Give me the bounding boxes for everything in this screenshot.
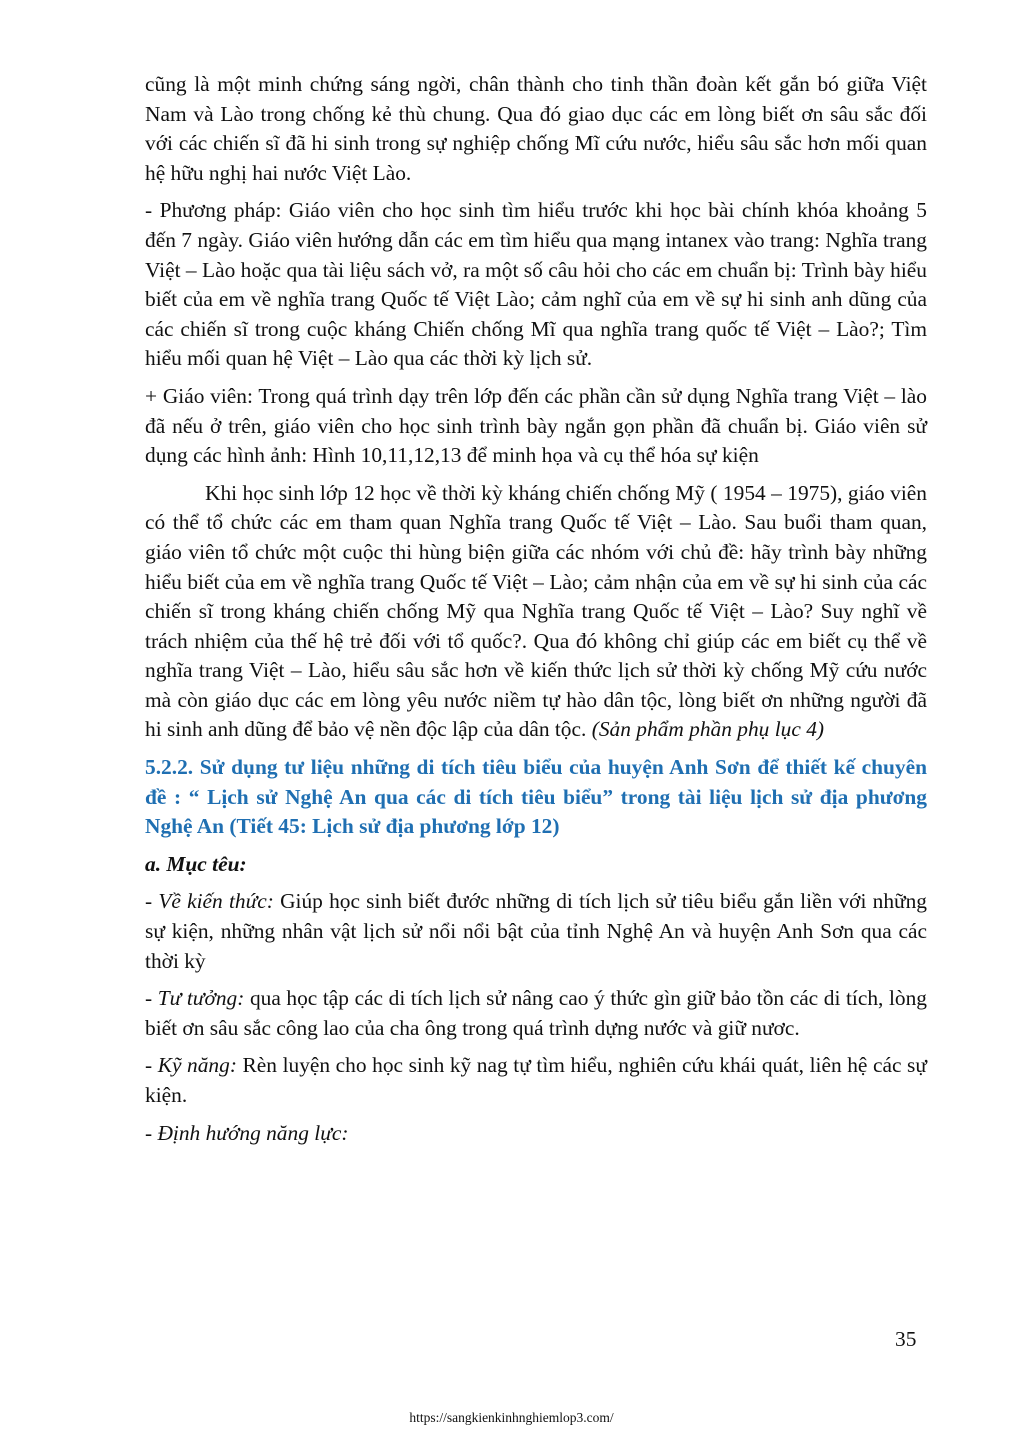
knowledge-label: - Về kiến thức:: [145, 889, 274, 914]
objectives-subheading: a. Mục têu:: [145, 851, 247, 876]
thought-text: qua học tập các di tích lịch sử nâng cao ý thức gìn giữ bảo tồn các di tích, lòng biết ơn sâu sắc công lao của cha ông trong quá trình dựng nước và giữ nươc.: [145, 986, 927, 1040]
paragraph-grade12: [145, 479, 927, 745]
skill-text: Rèn luyện cho học sinh kỹ nag tự tìm hiểu, nghiên cứu khái quát, liên hệ các sự kiện.: [145, 1053, 927, 1107]
skill-label: - Kỹ năng:: [145, 1053, 237, 1078]
competency-direction: - Định hướng năng lực:: [145, 1120, 349, 1145]
page-number: 35: [895, 1327, 917, 1351]
paragraph-thought: [145, 984, 927, 1043]
thought-label: - Tư tưởng:: [145, 986, 245, 1011]
paragraph-teacher: + Giáo viên: Trong quá trình dạy trên lớp đến các phần cần sử dụng Nghĩa trang Việt – lào đã nếu ở trên, giáo viên cho học sinh trình bày ngắn gọn phần đã chuẩn bị. Giáo viên sử dụng các hình ảnh: Hình 10,11,12,13 để minh họa và cụ thể hóa sự kiện: [145, 383, 927, 468]
paragraph-method: - Phương pháp: Giáo viên cho học sinh tìm hiểu trước khi học bài chính khóa khoảng 5 đến 7 ngày. Giáo viên hướng dẫn các em tìm hiểu qua mạng intanex vào trang: Nghĩa trang Việt – Lào hoặc qua tài liệu sách vở, ra một số câu hỏi cho các em chuẩn bị: Trình bày hiểu biết của em về nghĩa trang Quốc tế Việt Lào; cảm nghĩ của em về sự hi sinh anh dũng của các chiến sĩ trong cuộc kháng Chiến chống Mĩ qua nghĩa trang quốc tế Việt – Lào?; Tìm hiểu mối quan hệ Việt – Lào qua các thời kỳ lịch sử.: [145, 198, 927, 371]
paragraph-knowledge: [145, 887, 927, 976]
footer-url[interactable]: https://sangkienkinhnghiemlop3.com/: [409, 1410, 614, 1425]
appendix-note: (Sản phẩm phần phụ lục 4): [591, 717, 825, 742]
section-heading: 5.2.2. Sử dụng tư liệu những di tích tiêu biểu của huyện Anh Sơn để thiết kế chuyên đề : “ Lịch sử Nghệ An qua các di tích tiêu biểu” trong tài liệu lịch sử địa phương Nghệ An (Tiết 45: Lịch sử địa phương lớp 12): [145, 755, 927, 839]
knowledge-text: Giúp học sinh biết đước những di tích lịch sử tiêu biểu gắn liền với những sự kiện, những nhân vật lịch sử nổi nổi bật của tỉnh Nghệ An và huyện Anh Sơn qua các thời kỳ: [145, 889, 928, 973]
paragraph-1: cũng là một minh chứng sáng ngời, chân thành cho tinh thần đoàn kết gắn bó giữa Việt Nam và Lào trong chống kẻ thù chung. Qua đó giao dục các em lòng biết ơn sâu sắc đối với các chiến sĩ đã hi sinh trong sự nghiệp chống Mĩ cứu nước, hiểu sâu sắc hơn mối quan hệ hữu nghị hai nước Việt Lào.: [145, 72, 927, 185]
paragraph-grade12-text: Khi học sinh lớp 12 học về thời kỳ kháng chiến chống Mỹ ( 1954 – 1975), giáo viên có thể tổ chức các em tham quan Nghĩa trang Quốc tế Việt – Lào. Sau buổi tham quan, giáo viên tổ chức một cuộc thi hùng biện giữa các nhóm với chủ đề: hãy trình bày những hiểu biết của em về nghĩa trang Quốc tế Việt – Lào; cảm nhận của em về sự hi sinh của các chiến sĩ trong kháng chiến chống Mỹ qua Nghĩa trang Quốc tế Việt – Lào? Suy nghĩ về trách nhiệm của thế hệ trẻ đối với tổ quốc?. Qua đó không chỉ giúp các em biết cụ thể về nghĩa trang Việt – Lào, hiểu sâu sắc hơn về kiến thức lịch sử thời kỳ chống Mỹ cứu nước mà còn giáo dục các em lòng yêu nước niềm tự hào dân tộc, lòng biết ơn những người đã hi sinh anh dũng để bảo vệ nền độc lập của dân tộc.: [145, 480, 927, 742]
paragraph-skill: [145, 1051, 927, 1110]
document-body: [145, 70, 927, 1156]
